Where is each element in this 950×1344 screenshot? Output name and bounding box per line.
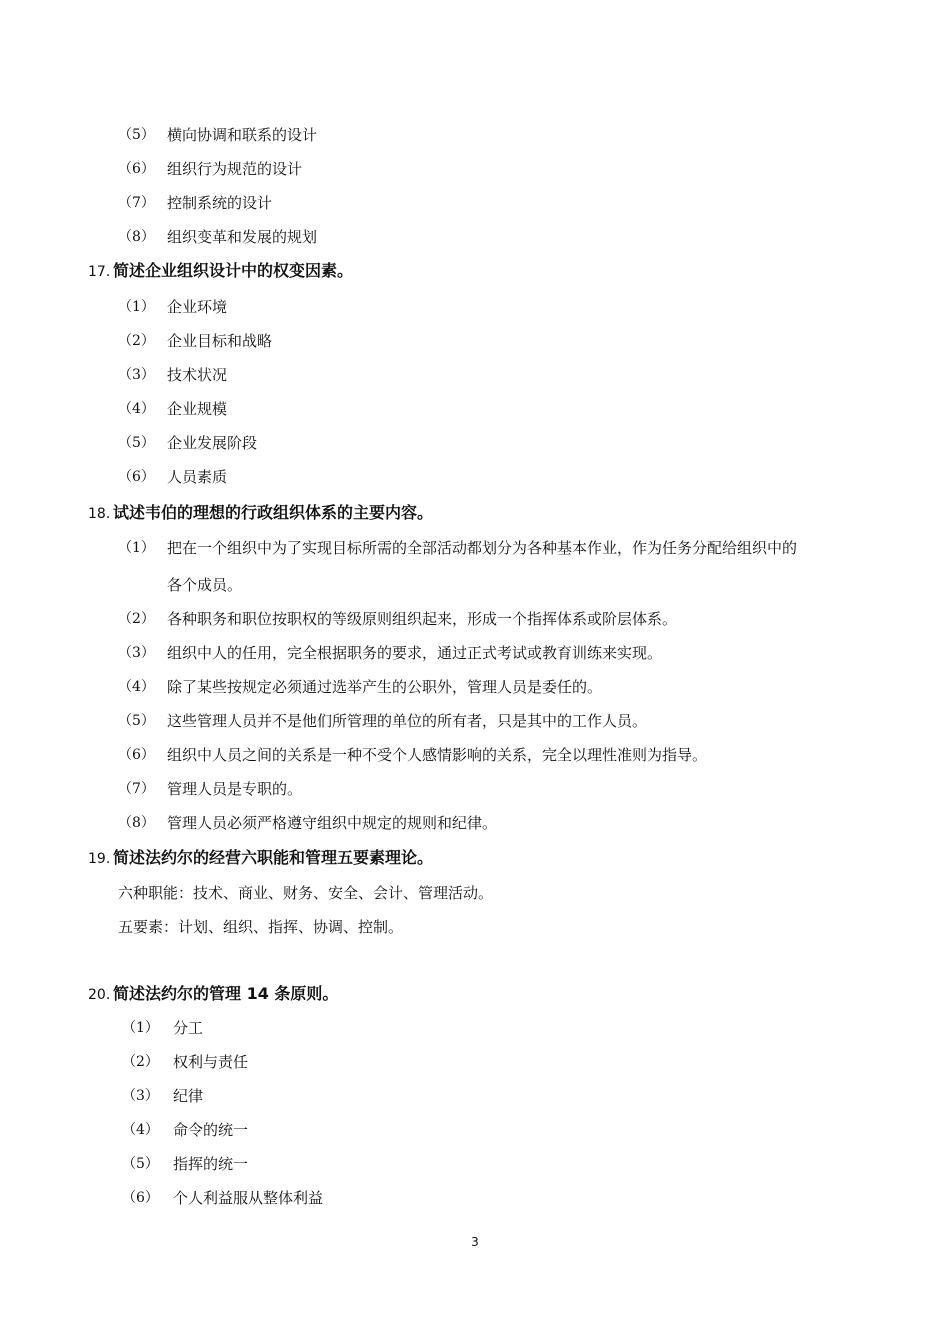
list-item-text: 除了某些按规定必须通过选举产生的公职外，管理人员是委任的。 [167, 678, 603, 696]
list-item-text: 管理人员必须严格遵守组织中规定的规则和纪律。 [167, 814, 498, 832]
list-item-text: 横向协调和联系的设计 [167, 126, 318, 144]
list-item-number: （6） [118, 161, 155, 177]
list-item-text: 把在一个组织中为了实现目标所需的全部活动都划分为各种基本作业，作为任务分配给组织中的 [167, 539, 798, 557]
list-item-number: （1） [118, 299, 155, 315]
list-item-text: 分工 [173, 1019, 204, 1037]
list-item-text-continuation: 各个成员。 [167, 576, 243, 594]
list-item-number: （4） [118, 679, 155, 695]
list-item-text: 权利与责任 [173, 1053, 249, 1071]
list-item-number: （2） [118, 611, 155, 627]
question-title: 简述企业组织设计中的权变因素。 [113, 261, 354, 280]
list-item-number: （6） [118, 469, 155, 485]
list-item-number: （5） [122, 1156, 159, 1172]
question-number: 18. [88, 506, 111, 522]
list-item-number: （3） [118, 367, 155, 383]
question-title: 试述韦伯的理想的行政组织体系的主要内容。 [113, 503, 434, 522]
question-title: 简述法约尔的管理 14 条原则。 [113, 984, 339, 1003]
list-item-number: （6） [122, 1190, 159, 1206]
list-item-text: 命令的统一 [173, 1121, 249, 1139]
list-item-number: （1） [118, 540, 155, 556]
answer-line: 五要素：计划、组织、指挥、协调、控制。 [118, 918, 404, 936]
list-item-text: 这些管理人员并不是他们所管理的单位的所有者，只是其中的工作人员。 [167, 712, 648, 730]
list-item-text: 组织中人员之间的关系是一种不受个人感情影响的关系，完全以理性准则为指导。 [167, 746, 708, 764]
list-item-text: 各种职务和职位按职权的等级原则组织起来，形成一个指挥体系或阶层体系。 [167, 610, 678, 628]
list-item-number: （5） [118, 713, 155, 729]
list-item-text: 控制系统的设计 [167, 194, 273, 212]
list-item-text: 企业环境 [167, 298, 228, 316]
list-item-number: （2） [122, 1054, 159, 1070]
list-item-number: （7） [118, 781, 155, 797]
page-number: 3 [471, 1235, 479, 1249]
list-item-text: 组织行为规范的设计 [167, 160, 303, 178]
list-item-text: 个人利益服从整体利益 [173, 1189, 324, 1207]
list-item-number: （4） [118, 401, 155, 417]
question-number: 19. [88, 851, 111, 867]
list-item-text: 企业规模 [167, 400, 228, 418]
list-item-text: 指挥的统一 [173, 1155, 249, 1173]
list-item-text: 人员素质 [167, 468, 228, 486]
answer-line: 六种职能：技术、商业、财务、安全、会计、管理活动。 [118, 884, 494, 902]
list-item-number: （8） [118, 815, 155, 831]
list-item-number: （6） [118, 747, 155, 763]
list-item-number: （5） [118, 127, 155, 143]
list-item-text: 管理人员是专职的。 [167, 780, 303, 798]
list-item-text: 纪律 [173, 1087, 204, 1105]
list-item-text: 企业发展阶段 [167, 434, 258, 452]
question-title: 简述法约尔的经营六职能和管理五要素理论。 [113, 848, 434, 867]
list-item-number: （4） [122, 1122, 159, 1138]
list-item-number: （2） [118, 333, 155, 349]
list-item-number: （1） [122, 1020, 159, 1036]
list-item-number: （8） [118, 229, 155, 245]
question-number: 17. [88, 264, 111, 280]
question-number: 20. [88, 987, 111, 1003]
list-item-number: （5） [118, 435, 155, 451]
list-item-number: （3） [118, 645, 155, 661]
list-item-text: 企业目标和战略 [167, 332, 273, 350]
list-item-text: 组织变革和发展的规划 [167, 228, 318, 246]
list-item-number: （7） [118, 195, 155, 211]
list-item-text: 组织中人的任用，完全根据职务的要求，通过正式考试或教育训练来实现。 [167, 644, 663, 662]
list-item-text: 技术状况 [167, 366, 228, 384]
list-item-number: （3） [122, 1088, 159, 1104]
